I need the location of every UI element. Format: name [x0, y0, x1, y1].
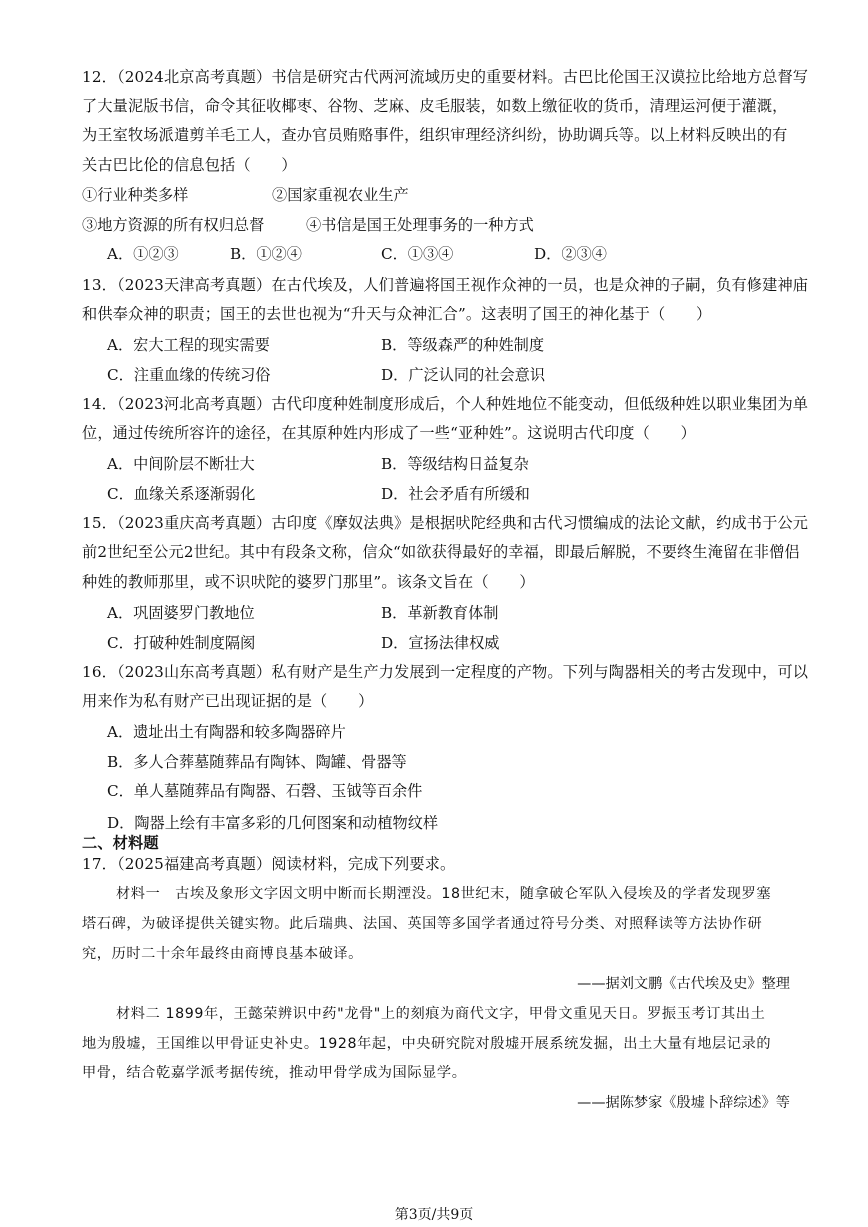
q13-line-2: 和供奉众神的职责；国王的去世也视为“升天与众神汇合”。这表明了国王的神化基于（ ） [82, 305, 712, 323]
q13-option-d: D．广泛认同的社会意识 [381, 366, 546, 384]
q14-line-1: 14．（2023河北高考真题）古代印度种姓制度形成后，个人种姓地位不能变动，但低级种姓以职业集团为单 [82, 395, 809, 413]
q16-option-c: C．单人墓随葬品有陶器、石磬、玉钺等百余件 [107, 782, 423, 800]
material-2-source: ——据陈梦家《殷墟卜辞综述》等 [577, 1095, 790, 1111]
q13-option-b: B．等级森严的种姓制度 [381, 336, 545, 354]
q15-option-d: D．宣扬法律权威 [381, 634, 500, 652]
q17-line-1: 17．（2025福建高考真题）阅读材料，完成下列要求。 [82, 855, 456, 873]
q12-item-4: ④书信是国王处理事务的一种方式 [306, 216, 534, 234]
q13-line-1: 13．（2023天津高考真题）在古代埃及，人们普遍将国王视作众神的一员，也是众神的子嗣，负有修建神庙 [82, 276, 809, 294]
material-1-line-1: 材料一 古埃及象形文字因文明中断而长期湮没。18世纪末，随拿破仑军队入侵埃及的学者发现罗塞 [116, 886, 772, 902]
page-number: 第3页/共9页 [394, 1207, 474, 1223]
q12-item-3: ③地方资源的所有权归总督 [82, 216, 265, 234]
material-2-line-1: 材料二 1899年，王懿荣辨识中药"龙骨"上的刻痕为商代文字，甲骨文重见天日。罗振玉考订其出土 [116, 1006, 766, 1022]
q16-line-2: 用来作为私有财产已出现证据的是（ ） [82, 692, 374, 710]
q12-option-c: C．①③④ [381, 245, 454, 263]
q13-option-c: C．注重血缘的传统习俗 [107, 366, 271, 384]
q16-option-a: A．遗址出土有陶器和较多陶器碎片 [107, 723, 346, 741]
q15-option-a: A．巩固婆罗门教地位 [107, 604, 255, 622]
q15-option-c: C．打破种姓制度隔阂 [107, 634, 256, 652]
q12-option-d: D．②③④ [534, 245, 607, 263]
q16-option-d: D．陶器上绘有丰富多彩的几何图案和动植物纹样 [107, 814, 439, 832]
q14-option-a: A．中间阶层不断壮大 [107, 455, 255, 473]
q12-line-3: 为王室牧场派遣剪羊毛工人，查办官员贿赂事件，组织审理经济纠纷，协助调兵等。以上材料反映出的有 [82, 126, 788, 144]
material-1-line-2: 塔石碑，为破译提供关键实物。此后瑞典、法国、英国等多国学者通过符号分类、对照释读等方法协作研 [82, 916, 763, 932]
q12-line-4: 关古巴比伦的信息包括（ ） [82, 156, 297, 174]
q12-line-1: 12．（2024北京高考真题）书信是研究古代两河流域历史的重要材料。古巴比伦国王汉谟拉比给地方总督写 [82, 68, 809, 86]
material-1-source: ——据刘文鹏《古代埃及史》整理 [577, 976, 790, 992]
q12-item-2: ②国家重视农业生产 [272, 186, 409, 204]
q13-option-a: A．宏大工程的现实需要 [107, 336, 270, 354]
q15-line-3: 种姓的教师那里，或不识吠陀的婆罗门那里”。该条文旨在（ ） [82, 573, 535, 591]
q16-line-1: 16．（2023山东高考真题）私有财产是生产力发展到一定程度的产物。下列与陶器相关的考古发现中，可以 [82, 663, 809, 681]
q12-option-b: B．①②④ [230, 245, 302, 263]
q15-line-1: 15．（2023重庆高考真题）古印度《摩奴法典》是根据吠陀经典和古代习惯编成的法论文献，约成书于公元 [82, 514, 809, 532]
material-2-line-2: 地为殷墟，王国维以甲骨证史补史。1928年起，中央研究院对殷墟开展系统发掘，出土大量有地层记录的 [82, 1036, 772, 1052]
q16-option-b: B．多人合葬墓随葬品有陶钵、陶罐、骨器等 [107, 753, 407, 771]
section-heading: 二、材料题 [82, 834, 159, 852]
q14-line-2: 位，通过传统所容许的途径，在其原种姓内形成了一些“亚种姓”。这说明古代印度（ ） [82, 424, 696, 442]
q12-line-2: 了大量泥版书信，命令其征收椰枣、谷物、芝麻、皮毛服装，如数上缴征收的货币，清理运河便于灌溉， [82, 97, 788, 115]
material-2-line-3: 甲骨，结合乾嘉学派考据传统，推动甲骨学成为国际显学。 [82, 1065, 467, 1081]
q12-item-1: ①行业种类多样 [82, 186, 189, 204]
q15-option-b: B．革新教育体制 [381, 604, 499, 622]
q14-option-d: D．社会矛盾有所缓和 [381, 485, 530, 503]
q14-option-c: C．血缘关系逐渐弱化 [107, 485, 256, 503]
q14-option-b: B．等级结构日益复杂 [381, 455, 529, 473]
material-1-line-3: 究，历时二十余年最终由商博良基本破译。 [82, 946, 363, 962]
q15-line-2: 前2世纪至公元2世纪。其中有段条文称，信众“如欲获得最好的幸福，即最后解脱，不要终生淹留在非僧侣 [82, 543, 800, 561]
q12-option-a: A．①②③ [107, 245, 179, 263]
